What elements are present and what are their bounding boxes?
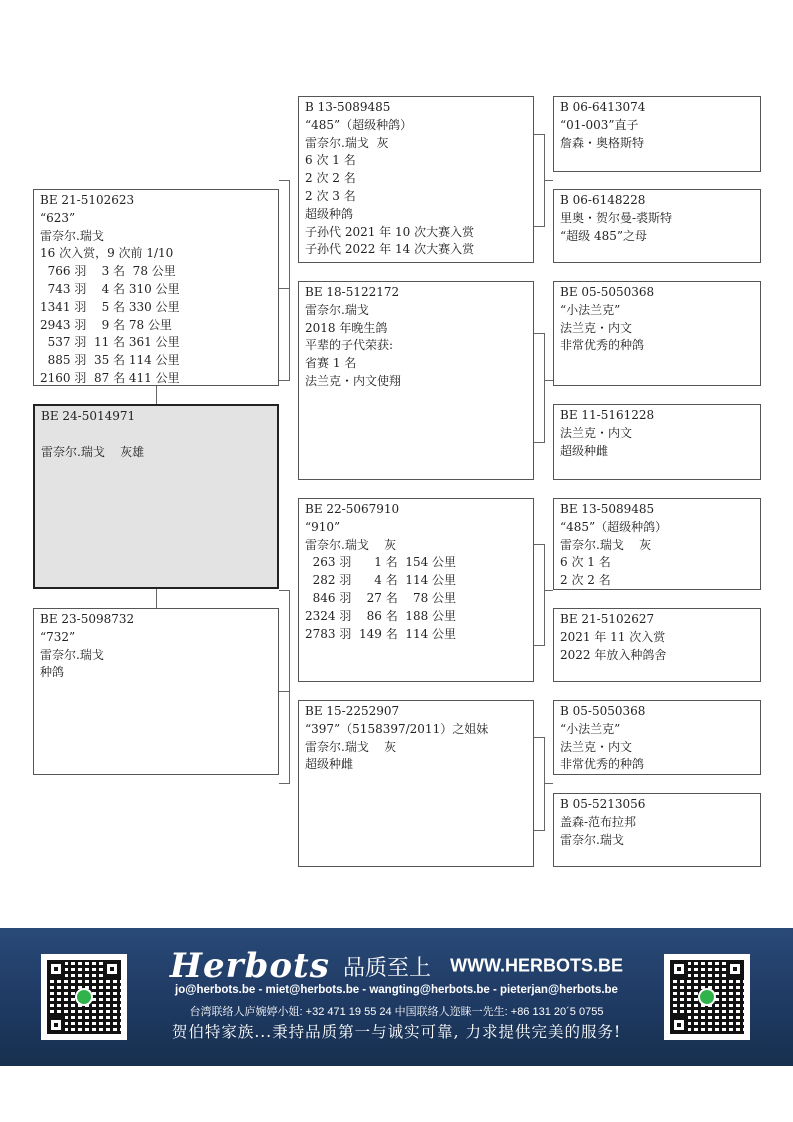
card-line: 2 次 3 名 xyxy=(305,188,356,203)
card-line: 2022 年放入种鸽舍 xyxy=(560,647,667,662)
card-line: 766 羽 3 名 78 公里 xyxy=(40,264,176,279)
card-line: “485”（超级种鸽） xyxy=(305,117,413,132)
connector xyxy=(289,180,290,381)
ring-number: BE 18-5122172 xyxy=(305,285,400,299)
card-line: 非常优秀的种鸽 xyxy=(560,338,645,353)
dam-sire-card xyxy=(298,498,534,682)
dam-dam-card xyxy=(298,700,534,867)
connector xyxy=(544,590,553,591)
connector xyxy=(544,544,545,646)
sire-sire-card xyxy=(298,96,534,263)
connector xyxy=(279,380,289,381)
connector xyxy=(279,691,289,692)
card-line: 2021 年 11 次入赏 xyxy=(560,629,666,644)
card-line: 2783 羽 149 名 114 公里 xyxy=(305,626,457,641)
ring-number: B 13-5089485 xyxy=(305,100,391,114)
card-line: “397”（5158397/2011）之姐妹 xyxy=(305,721,489,736)
card-line: 雷奈尔.瑞戈 灰 xyxy=(305,537,397,552)
connector xyxy=(544,380,553,381)
card-line: 平辈的子代荣获: xyxy=(305,338,394,353)
card-line: 263 羽 1 名 154 公里 xyxy=(305,555,457,570)
card-line: 2018 年晚生鸽 xyxy=(305,320,388,335)
card-line: 6 次 1 名 xyxy=(305,153,356,168)
card-line: 1341 羽 5 名 330 公里 xyxy=(40,299,180,314)
connector xyxy=(279,180,289,181)
connector xyxy=(279,783,289,784)
sire-card xyxy=(33,189,279,386)
ring-number: BE 23-5098732 xyxy=(40,612,135,626)
ds-dam-card xyxy=(553,608,761,682)
dd-sire-card xyxy=(553,700,761,775)
dd-dam-card xyxy=(553,793,761,867)
ss-sire-card xyxy=(553,96,761,172)
connector xyxy=(544,783,553,784)
website-link[interactable]: WWW.HERBOTS.BE xyxy=(450,955,624,976)
ring-number: BE 22-5067910 xyxy=(305,502,400,516)
card-line: 2943 羽 9 名 78 公里 xyxy=(40,317,172,332)
card-line: “小法兰克” xyxy=(560,302,621,317)
ring-number: B 06-6148228 xyxy=(560,193,646,207)
card-line: 省赛 1 名 xyxy=(305,356,357,371)
connector xyxy=(534,333,544,334)
card-line: 537 羽 11 名 361 公里 xyxy=(40,335,180,350)
connector xyxy=(534,134,544,135)
card-line: 2324 羽 86 名 188 公里 xyxy=(305,608,457,623)
card-line: 法兰克・内文使翔 xyxy=(305,373,402,388)
ring-number: BE 15-2252907 xyxy=(305,704,400,718)
card-line: 743 羽 4 名 310 公里 xyxy=(40,281,180,296)
connector xyxy=(156,589,157,608)
connector xyxy=(534,645,544,646)
phone-list: 台湾联络人庐婉婷小姐: +32 471 19 55 24 中国联络人迩睐一先生: +86 131 20´5 0755 xyxy=(189,1006,604,1018)
footer-banner xyxy=(0,928,793,1066)
ring-number: BE 24-5014971 xyxy=(41,409,136,423)
connector xyxy=(544,737,545,831)
connector xyxy=(289,590,290,784)
connector xyxy=(544,180,553,181)
ring-number: BE 21-5102623 xyxy=(40,193,135,207)
connector xyxy=(534,737,544,738)
slogan: 品质至上 xyxy=(342,955,431,981)
card-line: 里奥・贺尔曼-裘斯特 xyxy=(560,210,673,225)
ring-number: BE 05-5050368 xyxy=(560,285,655,299)
connector xyxy=(534,544,544,545)
connector xyxy=(534,830,544,831)
card-line: “超级 485”之母 xyxy=(560,228,647,243)
connector xyxy=(279,590,289,591)
card-line: 超级种雌 xyxy=(560,443,609,458)
sd-sire-card xyxy=(553,281,761,386)
card-line: 846 羽 27 名 78 公里 xyxy=(305,590,457,605)
ring-number: BE 13-5089485 xyxy=(560,502,655,516)
card-line: 法兰克・内文 xyxy=(560,739,633,754)
sire-dam-card xyxy=(298,281,534,480)
card-line: 885 羽 35 名 114 公里 xyxy=(40,353,180,368)
card-line: 2 次 2 名 xyxy=(560,573,611,588)
ss-dam-card xyxy=(553,189,761,263)
card-line: “910” xyxy=(305,519,341,534)
sd-dam-card xyxy=(553,404,761,480)
card-line xyxy=(41,426,271,444)
card-line: “623” xyxy=(40,210,76,225)
ring-number: BE 21-5102627 xyxy=(560,612,655,626)
connector xyxy=(534,442,544,443)
card-line: “485”（超级种鸽） xyxy=(560,519,668,534)
ring-number: B 06-6413074 xyxy=(560,100,646,114)
brand-row xyxy=(0,946,793,986)
card-line: “732” xyxy=(40,629,76,644)
motto: 贺伯特家族...秉持品质第一与诚实可靠, 力求提供完美的服务! xyxy=(171,1023,622,1041)
ring-number: BE 11-5161228 xyxy=(560,408,655,422)
card-line: 法兰克・内文 xyxy=(560,425,633,440)
card-line: 雷奈尔.瑞戈 xyxy=(40,228,104,243)
card-line: 雷奈尔.瑞戈 灰 xyxy=(305,739,397,754)
card-line: “小法兰克” xyxy=(560,721,621,736)
email-list[interactable]: jo@herbots.be - miet@herbots.be - wangting@herbots.be - pieterjan@herbots.be xyxy=(175,984,618,996)
card-line: 雷奈尔.瑞戈 灰 xyxy=(560,537,652,552)
card-line: 雷奈尔.瑞戈 灰 xyxy=(305,135,389,150)
card-line: 2 次 2 名 xyxy=(305,171,356,186)
connector xyxy=(279,288,289,289)
card-line: 雷奈尔.瑞戈 xyxy=(305,302,369,317)
card-line: 2160 羽 87 名 411 公里 xyxy=(40,370,180,385)
card-line: 雷奈尔.瑞戈 灰雄 xyxy=(41,444,145,459)
connector xyxy=(156,386,157,404)
ds-sire-card xyxy=(553,498,761,590)
dam-card xyxy=(33,608,279,775)
card-line: 雷奈尔.瑞戈 xyxy=(560,832,624,847)
subject-card xyxy=(33,404,279,589)
card-line: 盖森-范布拉邦 xyxy=(560,814,637,829)
card-line: 超级种鸽 xyxy=(305,206,354,221)
card-line: 超级种雌 xyxy=(305,757,354,772)
card-line: 16 次入赏，9 次前 1/10 xyxy=(40,246,174,261)
card-line: “01-003”直子 xyxy=(560,117,639,132)
card-line: 282 羽 4 名 114 公里 xyxy=(305,573,457,588)
card-line: 子孙代 2021 年 10 次大赛入赏 xyxy=(305,224,475,239)
card-line: 种鸽 xyxy=(40,665,65,680)
herbots-logo: Herbots xyxy=(169,946,330,986)
card-line: 雷奈尔.瑞戈 xyxy=(40,647,104,662)
card-line: 6 次 1 名 xyxy=(560,555,611,570)
card-line: 法兰克・内文 xyxy=(560,320,633,335)
ring-number: B 05-5213056 xyxy=(560,797,646,811)
ring-number: B 05-5050368 xyxy=(560,704,646,718)
connector xyxy=(534,226,544,227)
card-line: 詹森・奥格斯特 xyxy=(560,135,645,150)
connector xyxy=(544,333,545,443)
card-line: 非常优秀的种鸽 xyxy=(560,757,645,772)
card-line: 子孙代 2022 年 14 次大赛入赏 xyxy=(305,242,475,257)
